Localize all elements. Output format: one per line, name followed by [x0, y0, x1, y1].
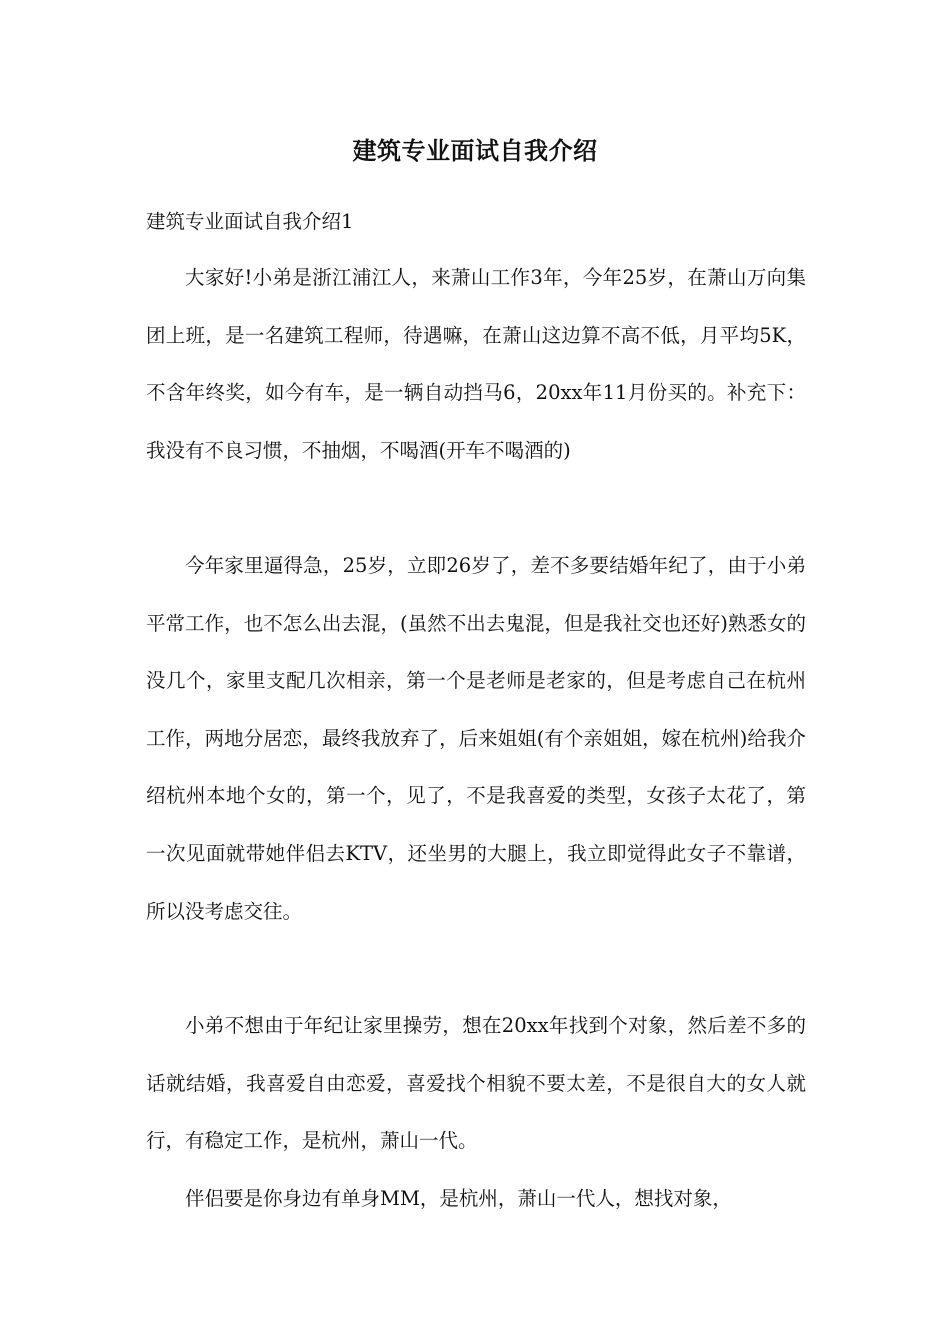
paragraph-3: 小弟不想由于年纪让家里操劳，想在20xx年找到个对象，然后差不多的话就结婚，我喜爱自由恋爱，喜爱找个相貌不要太差，不是很自大的女人就行，有稳定工作，是杭州，萧山一代。 — [146, 1014, 806, 1153]
paragraph-1: 大家好!小弟是浙江浦江人，来萧山工作3年，今年25岁，在萧山万向集团上班，是一名建筑工程师，待遇嘛，在萧山这边算不高不低，月平均5K，不含年终奖，如今有车，是一辆自动挡马6，20xx年11月份买的。补充下：我没有不良习惯，不抽烟，不喝酒(开车不喝酒的) — [146, 266, 806, 462]
document-title: 建筑专业面试自我介绍 — [352, 136, 598, 165]
paragraph-4: 伴侣要是你身边有单身MM，是杭州，萧山一代人，想找对象， — [185, 1187, 732, 1210]
section-heading: 建筑专业面试自我介绍1 — [146, 210, 354, 233]
paragraph-2: 今年家里逼得急，25岁，立即26岁了，差不多要结婚年纪了，由于小弟平常工作，也不怎么出去混，(虽然不出去鬼混，但是我社交也还好)熟悉女的没几个，家里支配几次相亲，第一个是老师是老家的，但是考虑自己在杭州工作，两地分居恋，最终我放弃了，后来姐姐(有个亲姐姐，嫁在杭州)给我介绍杭州本地个女的，第一个，见了，不是我喜爱的类型，女孩子太花了，第一次见面就带她伴侣去KTV，还坐男的大腿上，我立即觉得此女子不靠谱，所以没考虑交往。 — [146, 554, 806, 923]
